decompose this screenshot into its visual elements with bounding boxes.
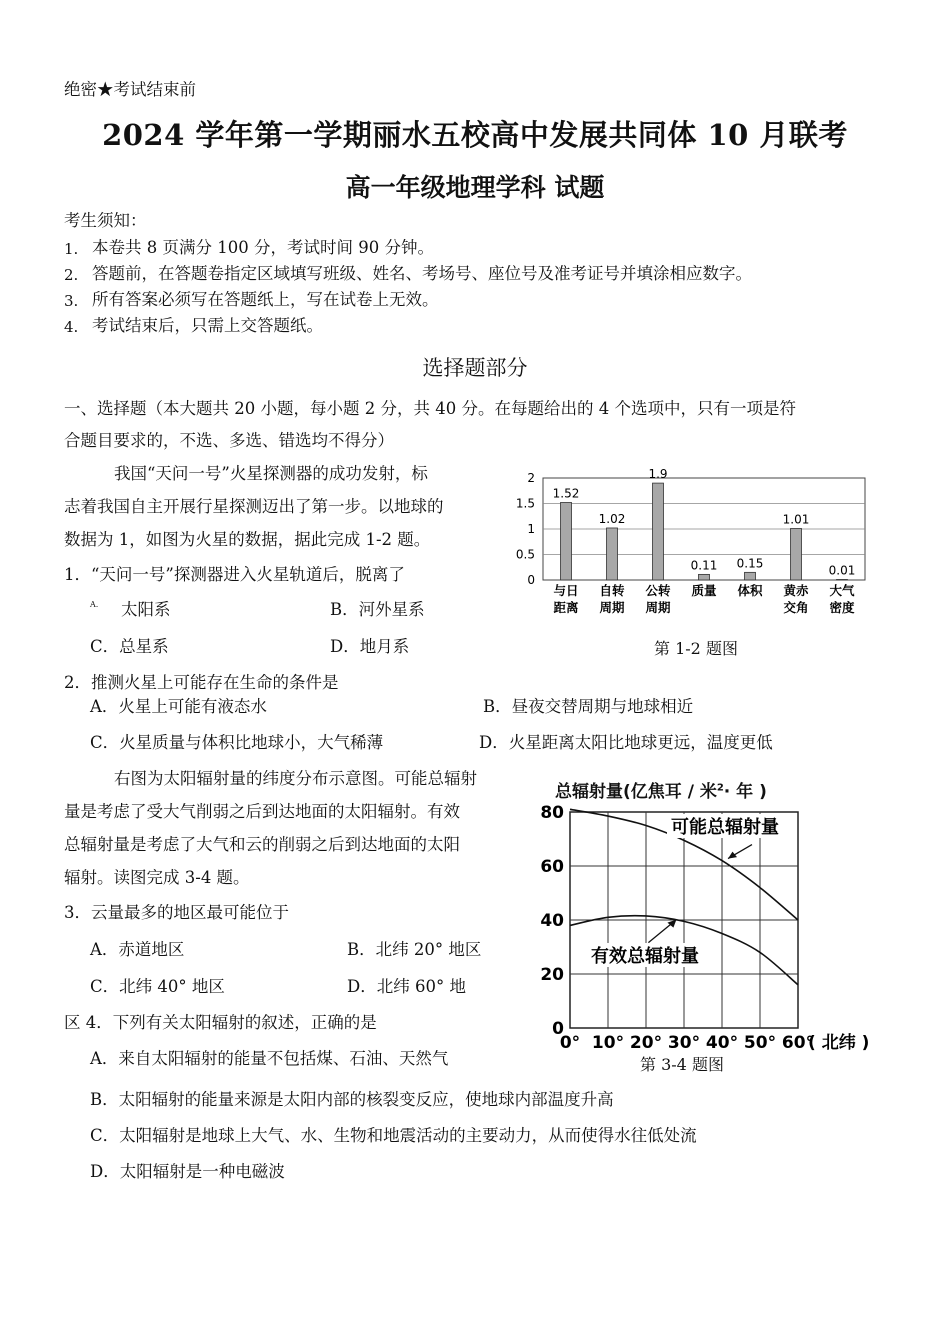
bar-category-label: 自转	[599, 583, 625, 598]
line-xtick-label: 50°	[743, 1033, 777, 1053]
line-ytick-label: 0	[552, 1019, 564, 1039]
line-xaxis-label: ( 北纬 )	[808, 1033, 870, 1053]
line-ytick-label: 80	[540, 803, 564, 823]
ylabel-sup: 2	[716, 782, 724, 794]
line-xtick-label: 20°	[629, 1033, 663, 1053]
notice-item-3: 所有答案必须写在答题纸上，写在试卷上无效。	[92, 290, 439, 309]
confidential-mark: 绝密★考试结束前	[64, 80, 196, 99]
bar-value-label: 1.02	[598, 511, 626, 526]
bar-category-label: 周期	[599, 600, 625, 615]
bar-category-label: 密度	[829, 600, 855, 615]
radiation-chart-ylabel	[555, 777, 767, 802]
bar-category-label: 公转	[645, 583, 671, 598]
q4-stem: 区 4．下列有关太阳辐射的叙述，正确的是	[64, 1013, 377, 1032]
notice-item-1: 本卷共 8 页满分 100 分，考试时间 90 分钟。	[92, 238, 434, 257]
line-ytick-label: 20	[540, 965, 564, 985]
notice-num-2: 2.	[64, 266, 79, 284]
line-xtick-label: 0°	[559, 1033, 581, 1053]
q2-stem: 2．推测火星上可能存在生命的条件是	[64, 673, 339, 692]
bar-ytick-label: 0.5	[515, 547, 535, 562]
bar-category-label: 质量	[691, 583, 717, 598]
bar-value-label: 1.9	[648, 467, 668, 482]
bar-value-label: 0.15	[736, 556, 764, 571]
bar-category-label: 距离	[553, 600, 579, 615]
q3-option-d: D．北纬 60° 地	[347, 977, 466, 996]
line-xtick-label: 40°	[705, 1033, 739, 1053]
q2-option-a: A．火星上可能有液态水	[90, 697, 267, 716]
line-ytick-label: 40	[540, 911, 564, 931]
line-xtick-label: 30°	[667, 1033, 701, 1053]
bar-category-label: 黄赤	[783, 583, 809, 598]
bar-5	[791, 528, 802, 580]
ylabel-main: 总辐射量(亿焦耳 / 米	[555, 782, 717, 802]
bar-3	[699, 574, 710, 580]
exam-title: 2024 学年第一学期丽水五校高中发展共同体 10 月联考	[102, 118, 848, 152]
bar-ytick-label: 1	[527, 522, 535, 536]
bar-category-label: 周期	[645, 600, 671, 615]
bar-4	[745, 572, 756, 580]
q3-stem: 3．云量最多的地区最可能位于	[64, 903, 289, 922]
passage2-line3: 总辐射量是考虑了大气和云的削弱之后到达地面的太阳	[64, 835, 460, 854]
q1-option-b: B．河外星系	[330, 600, 425, 619]
notice-heading: 考生须知：	[64, 211, 147, 230]
bar-0	[561, 502, 572, 580]
q2-option-b: B．昼夜交替周期与地球相近	[483, 697, 694, 716]
passage2-line4: 辐射。读图完成 3-4 题。	[64, 868, 250, 887]
mars-data-bar-chart	[505, 462, 875, 627]
bar-ytick-label: 2	[527, 471, 535, 485]
q4-option-d: D．太阳辐射是一种电磁波	[90, 1162, 285, 1181]
q3-option-b: B．北纬 20° 地区	[347, 940, 482, 959]
part-intro-line2: 合题目要求的，不选、多选、错选均不得分）	[64, 431, 394, 450]
bar-category-label: 大气	[829, 583, 855, 598]
series-label-effective: 有效总辐射量	[591, 946, 699, 967]
figure-caption-1-2: 第 1-2 题图	[654, 639, 738, 658]
notice-num-1: 1.	[64, 240, 79, 258]
line-ytick-label: 60	[540, 857, 564, 877]
q4-option-c: C．太阳辐射是地球上大气、水、生物和地震活动的主要动力，从而使得水往低处流	[90, 1126, 697, 1145]
q4-option-b: B．太阳辐射的能量来源是太阳内部的核裂变反应，使地球内部温度升高	[90, 1090, 614, 1109]
series-label-possible: 可能总辐射量	[671, 817, 779, 838]
q1-option-a-label: A.	[90, 600, 99, 609]
bar-2	[653, 483, 664, 580]
q1-option-c: C．总星系	[90, 637, 169, 656]
figure-caption-3-4: 第 3-4 题图	[640, 1055, 724, 1074]
part-intro-line1: 一、选择题（本大题共 20 小题，每小题 2 分，共 40 分。在每题给出的 4 个选项中，只有一项是符	[64, 399, 796, 418]
bar-value-label: 0.01	[828, 563, 856, 578]
q2-option-d: D．火星距离太阳比地球更远，温度更低	[479, 733, 773, 752]
passage2-line2: 量是考虑了受大气削弱之后到达地面的太阳辐射。有效	[64, 802, 460, 821]
line-xtick-label: 60°	[781, 1033, 815, 1053]
bar-value-label: 1.52	[552, 486, 580, 501]
notice-num-4: 4.	[64, 318, 79, 336]
bar-category-label: 交角	[783, 600, 809, 615]
section-title: 选择题部分	[422, 356, 528, 380]
bar-category-label: 与日	[553, 583, 579, 598]
bar-1	[607, 528, 618, 580]
bar-ytick-label: 1.5	[515, 496, 535, 511]
q1-option-d: D．地月系	[330, 637, 410, 656]
bar-value-label: 0.11	[690, 558, 718, 573]
bar-6	[837, 579, 848, 580]
q4-option-a: A．来自太阳辐射的能量不包括煤、石油、天然气	[90, 1049, 449, 1068]
notice-num-3: 3.	[64, 292, 79, 310]
q1-option-a: 太阳系	[121, 600, 171, 619]
solar-radiation-line-chart	[535, 800, 880, 1055]
notice-item-2: 答题前，在答题卷指定区域填写班级、姓名、考场号、座位号及准考证号并填涂相应数字。	[92, 264, 752, 283]
line-xtick-label: 10°	[591, 1033, 625, 1053]
notice-item-4: 考试结束后，只需上交答题纸。	[92, 316, 323, 335]
q3-option-a: A．赤道地区	[90, 940, 185, 959]
exam-subtitle: 高一年级地理学科 试题	[345, 173, 605, 202]
q1-stem: 1．“天问一号”探测器进入火星轨道后，脱离了	[64, 565, 405, 584]
passage1-line3: 数据为 1，如图为火星的数据，据此完成 1-2 题。	[64, 530, 431, 549]
bar-ytick-label: 0	[527, 573, 535, 587]
bar-category-label: 体积	[737, 583, 763, 598]
bar-value-label: 1.01	[782, 512, 810, 527]
passage1-line1: 我国“天问一号”火星探测器的成功发射，标	[114, 464, 428, 483]
passage1-line2: 志着我国自主开展行星探测迈出了第一步。以地球的	[64, 497, 444, 516]
ylabel-tail: · 年 )	[723, 782, 767, 802]
q3-option-c: C．北纬 40° 地区	[90, 977, 225, 996]
arrowhead-possible	[728, 852, 737, 859]
passage2-line1: 右图为太阳辐射量的纬度分布示意图。可能总辐射	[114, 769, 477, 788]
q2-option-c: C．火星质量与体积比地球小，大气稀薄	[90, 733, 384, 752]
